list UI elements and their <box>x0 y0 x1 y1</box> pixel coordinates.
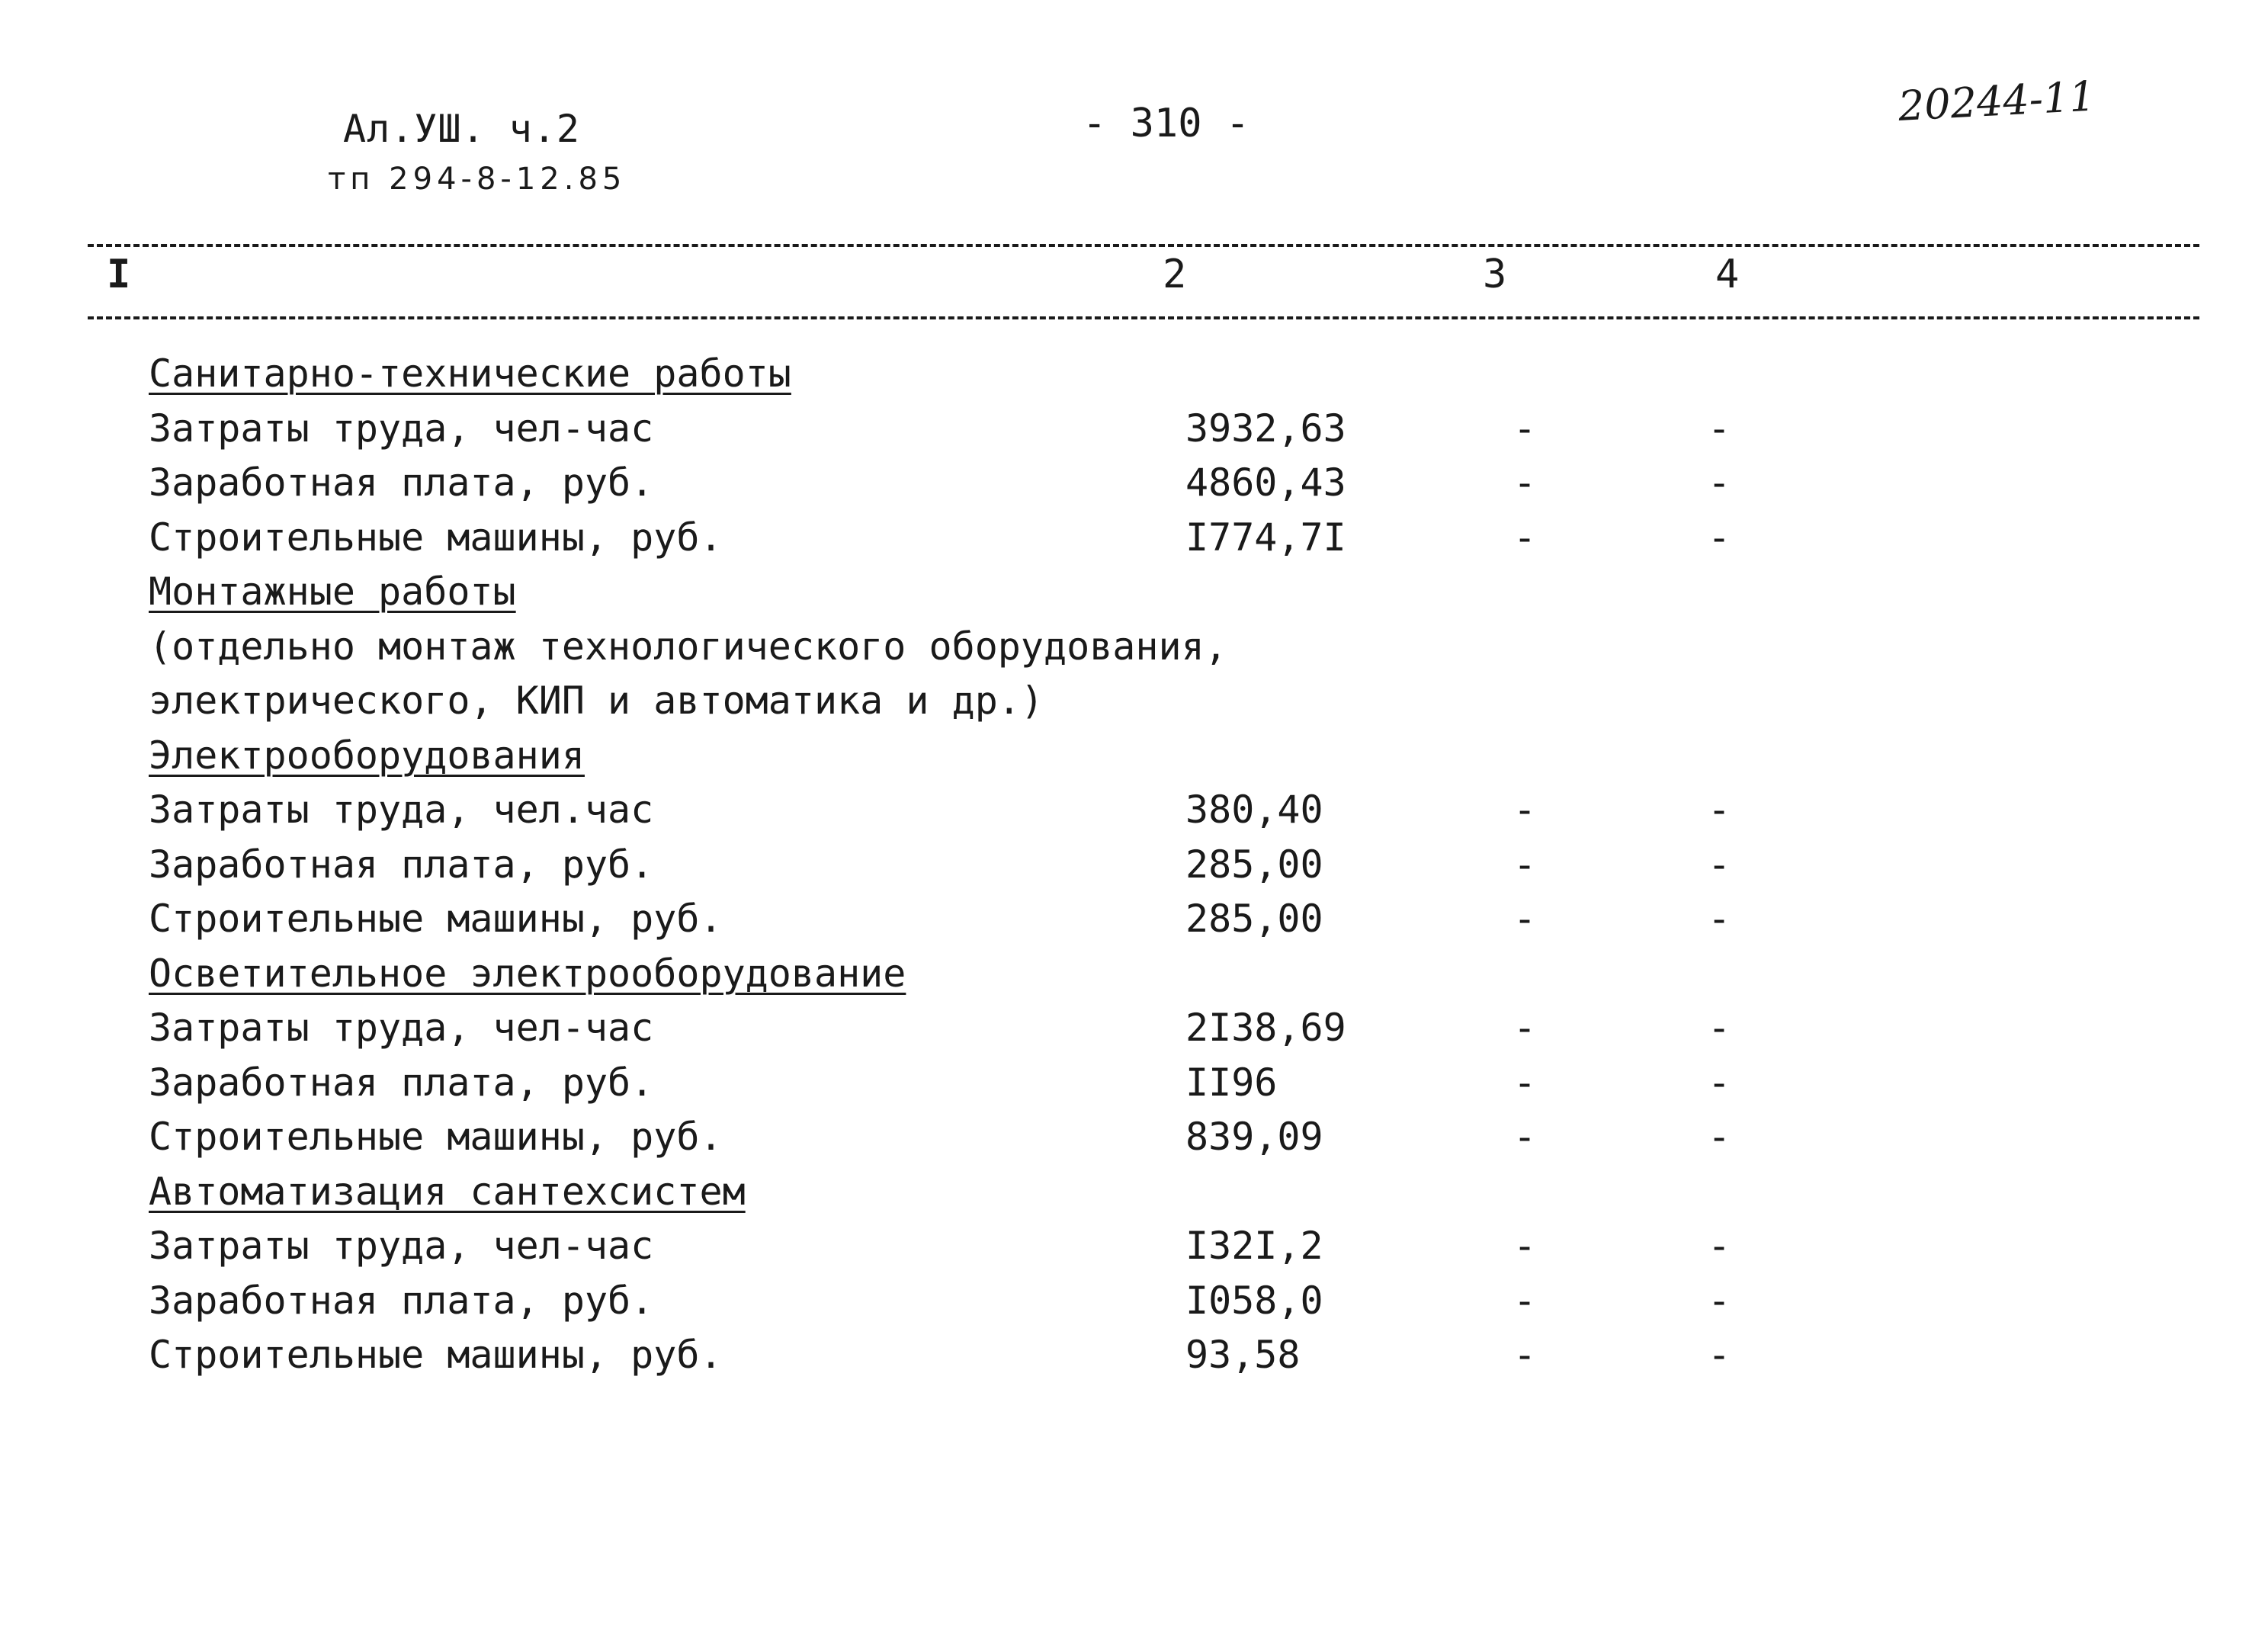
row-label: Затраты труда, чел-час <box>149 1224 654 1268</box>
table-row <box>149 1056 2055 1111</box>
table-top-rule <box>88 244 2199 247</box>
cell-column-2: I058,0 <box>1185 1278 1323 1323</box>
section-heading-row <box>149 565 2055 620</box>
table-row <box>149 674 2055 729</box>
page-number: - 310 - <box>1083 101 1250 146</box>
cell-column-2: II96 <box>1185 1060 1278 1105</box>
cell-column-2: 285,00 <box>1185 897 1323 941</box>
cell-column-2: 4860,43 <box>1185 460 1346 505</box>
table-row <box>149 1110 2055 1165</box>
cell-column-3: - <box>1513 1224 1537 1268</box>
section-heading: Электрооборудования <box>149 733 585 778</box>
table-row <box>149 1001 2055 1056</box>
cell-column-3: - <box>1513 842 1537 887</box>
table-row <box>149 620 2055 675</box>
section-heading-row <box>149 347 2055 402</box>
table-row <box>149 1219 2055 1274</box>
cell-column-3: - <box>1513 460 1537 505</box>
section-heading: Автоматизация сантехсистем <box>149 1169 746 1214</box>
table-row <box>149 456 2055 511</box>
cell-column-2: 380,40 <box>1185 788 1323 832</box>
cell-column-3: - <box>1513 406 1537 451</box>
cell-column-2: 839,09 <box>1185 1115 1323 1159</box>
section-heading-row <box>149 1165 2055 1220</box>
cell-column-2: 93,58 <box>1185 1333 1301 1377</box>
table-row <box>149 1274 2055 1329</box>
row-label: Строительные машины, руб. <box>149 897 723 941</box>
cell-column-2: 285,00 <box>1185 842 1323 887</box>
project-number: тп 294-8-12.85 <box>328 162 627 197</box>
cell-column-4: - <box>1708 1278 1731 1323</box>
cell-column-4: - <box>1708 1115 1731 1159</box>
section-heading: Осветительное электрооборудование <box>149 951 906 996</box>
table-header-rule <box>88 316 2199 319</box>
cell-column-4: - <box>1708 1224 1731 1268</box>
cell-column-3: - <box>1513 1333 1537 1377</box>
cell-column-4: - <box>1708 1060 1731 1105</box>
cell-column-2: I32I,2 <box>1185 1224 1323 1268</box>
cell-column-4: - <box>1708 460 1731 505</box>
cell-column-4: - <box>1708 897 1731 941</box>
row-label: Затраты труда, чел.час <box>149 788 654 832</box>
cell-column-3: - <box>1513 897 1537 941</box>
cell-column-2: 3932,63 <box>1185 406 1346 451</box>
row-label: электрического, КИП и автоматика и др.) <box>149 679 1044 723</box>
cell-column-3: - <box>1513 1060 1537 1105</box>
cost-table-body <box>149 347 2055 1383</box>
cell-column-3: - <box>1513 515 1537 560</box>
column-header-4: 4 <box>1715 252 1740 297</box>
row-label: Заработная плата, руб. <box>149 1278 654 1323</box>
row-label: Затраты труда, чел-час <box>149 1006 654 1050</box>
handwritten-number: 20244-11 <box>1897 72 2097 130</box>
row-label: Заработная плата, руб. <box>149 1060 654 1105</box>
section-heading: Санитарно-технические работы <box>149 351 791 396</box>
row-label: Строительные машины, руб. <box>149 515 723 560</box>
cell-column-2: 2I38,69 <box>1185 1006 1346 1050</box>
section-heading-row <box>149 947 2055 1002</box>
row-label: Затраты труда, чел-час <box>149 406 654 451</box>
cell-column-4: - <box>1708 515 1731 560</box>
table-row <box>149 1328 2055 1383</box>
row-label: Строительные машины, руб. <box>149 1333 723 1377</box>
section-heading: Монтажные работы <box>149 570 516 614</box>
cell-column-3: - <box>1513 788 1537 832</box>
column-header-2: 2 <box>1163 252 1187 297</box>
cell-column-4: - <box>1708 788 1731 832</box>
cell-column-4: - <box>1708 1333 1731 1377</box>
cell-column-3: - <box>1513 1115 1537 1159</box>
cell-column-4: - <box>1708 406 1731 451</box>
column-header-1: I <box>107 252 131 297</box>
row-label: (отдельно монтаж технологического оборудования, <box>149 624 1227 669</box>
row-label: Заработная плата, руб. <box>149 460 654 505</box>
table-row <box>149 783 2055 838</box>
table-row <box>149 511 2055 566</box>
cell-column-4: - <box>1708 1006 1731 1050</box>
table-row <box>149 838 2055 893</box>
cell-column-2: I774,7I <box>1185 515 1346 560</box>
cell-column-3: - <box>1513 1006 1537 1050</box>
cell-column-3: - <box>1513 1278 1537 1323</box>
section-heading-row <box>149 729 2055 784</box>
table-row <box>149 402 2055 457</box>
column-header-3: 3 <box>1483 252 1507 297</box>
cell-column-4: - <box>1708 842 1731 887</box>
table-row <box>149 892 2055 947</box>
row-label: Заработная плата, руб. <box>149 842 654 887</box>
row-label: Строительные машины, руб. <box>149 1115 723 1159</box>
document-code: Ал.УШ. ч.2 <box>343 107 581 151</box>
